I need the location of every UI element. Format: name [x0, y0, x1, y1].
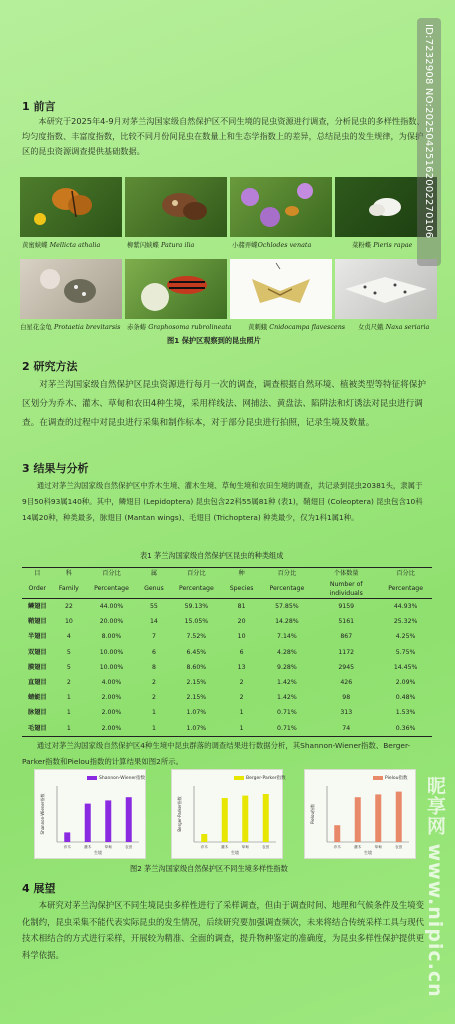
x-axis-label: 生境	[231, 850, 239, 855]
insect-photo-grid-row2	[20, 259, 435, 377]
section-2-text: 对茅兰沟国家级自然保护区昆虫资源进行每月一次的调查，调查根据自然环境、植被类型等特征将保护区划分为乔木、灌木、草甸和农田4种生境，采用样线法、网捕法、黄盘法、陷阱法和灯诱法对昆虫进行调查。在调查的过程中对昆虫进行采集和制作标本，对于部分昆虫进行拍照，记录生境及数量。	[22, 380, 426, 428]
table-cell: 2.00%	[85, 721, 138, 737]
x-tick-label: 农田	[262, 845, 270, 849]
caption-ochlodes: 小赭弄蝶Ochlodes venata	[232, 241, 312, 249]
table-cell: 1	[138, 721, 170, 737]
figure-2-title: 图2 茅兰沟国家级自然保护区不同生境多样性指数	[130, 864, 288, 873]
table-cell: 2	[66, 679, 71, 687]
chart-bar	[334, 825, 340, 842]
photo-cnidocampa-flavescens	[230, 259, 332, 319]
photo-protaetia-brevitarsis	[20, 259, 122, 319]
th-cn: 种	[223, 568, 261, 581]
chart-bar	[396, 792, 402, 842]
table-cell: 7.52%	[186, 633, 207, 641]
table-cell: 10.00%	[99, 648, 124, 656]
x-tick-label: 灌木	[221, 845, 229, 849]
x-tick-label: 农田	[395, 845, 403, 849]
table-cell: 25.32%	[393, 618, 418, 626]
table-cell: 1172	[338, 648, 355, 656]
chart-shannon-wiener	[34, 769, 146, 859]
table-row	[22, 675, 432, 690]
table-cell: 8.00%	[101, 633, 122, 641]
section-1-text: 本研究于2025年4-9月对茅兰沟国家级自然保护区不同生境的昆虫资源进行调查，分析昆虫的多样性指数、均匀度指数、丰富度指数，比较不同月份间昆虫在数量上和生态学指数上的差异，总结昆虫的发生规律，为保护区的昆虫资源调查提供基础数据。	[22, 116, 425, 156]
table-cell: 7	[151, 633, 156, 641]
table-cell: 81	[237, 603, 246, 610]
th-cn: 百分比	[85, 568, 138, 581]
section-4-text: 本研究对茅兰沟保护区不同生境昆虫多样性进行了采样调查，但由于调查时间、地理和气候条件及生境变化制约，昆虫采集不能代表实际昆虫的发生情况，后续研究要加强调查频次，未来将结合传统采样工具与现代技术相结合的方式进行采样，开展较为精准、全面的调查，提升物种鉴定的准确度，为昆虫多样性保护提供更科学依据。	[22, 900, 425, 960]
table-cell: 10	[237, 633, 246, 641]
chart-pielou	[304, 769, 416, 859]
table-cell: 98	[342, 694, 351, 702]
th-en: Genus	[138, 580, 170, 599]
section-1-title: 1 前言	[22, 100, 56, 113]
chart-svg	[172, 770, 282, 858]
table-cell: 1.42%	[277, 694, 297, 702]
chart-bar	[375, 794, 381, 842]
th-en: Order	[22, 580, 53, 599]
caption-naxa: 女贞尺蛾 Naxa seriaria	[358, 323, 430, 331]
th-cn: 目	[22, 568, 53, 581]
table-cell: 1.07%	[186, 709, 207, 717]
th-en: Percentage	[379, 580, 432, 599]
y-axis-label: Berger-Parker指数	[177, 796, 182, 832]
caption-mellicta: 黄蜜蛱蝶 Mellicta athalia	[22, 241, 101, 249]
table-row	[22, 645, 432, 660]
table-cell: 1	[66, 709, 71, 717]
table-cell: 1.42%	[277, 679, 297, 687]
table-cell: 44.93%	[393, 603, 418, 610]
table-row-label: 双翅目	[28, 648, 47, 656]
legend-label: Berger-Parker指数	[246, 776, 286, 781]
table-cell: 2945	[338, 663, 355, 671]
table-cell: 59.13%	[184, 603, 209, 610]
table-cell: 4.00%	[101, 679, 122, 687]
table-row	[22, 629, 432, 644]
caption-pieris: 菜粉蝶 Pieris rapae	[352, 241, 413, 249]
x-axis-label: 生境	[364, 850, 372, 855]
table-row	[22, 660, 432, 675]
th-en: Number of individuals	[313, 580, 379, 599]
th-cn: 百分比	[261, 568, 314, 581]
chart-bar	[64, 832, 70, 842]
x-tick-label: 乔木	[200, 845, 208, 849]
table-cell: 2	[151, 694, 156, 702]
table-row-label: 鞘翅目	[28, 618, 47, 626]
table-cell: 10.00%	[99, 663, 124, 671]
th-en: Percentage	[261, 580, 314, 599]
table-row-label: 蜻蜓目	[28, 694, 47, 702]
figure-1-title: 图1 保护区观察到的昆虫照片	[167, 336, 261, 345]
th-en: Family	[53, 580, 85, 599]
caption-graphosoma: 赤条蝽 Graphosoma rubrolineata	[127, 323, 232, 331]
th-cn: 百分比	[170, 568, 223, 581]
table-cell: 44.00%	[99, 603, 124, 610]
table-row-label: 毛翅目	[22, 721, 53, 737]
table-1-title: 表1 茅兰沟国家级自然保护区昆虫的种类组成	[140, 551, 284, 560]
th-cn: 个体数量	[313, 568, 379, 581]
table-cell: 2.15%	[186, 679, 207, 687]
table-cell: 6.45%	[186, 648, 207, 656]
table-header-cn	[22, 568, 432, 581]
th-cn: 百分比	[379, 568, 432, 581]
table-cell: 1	[239, 709, 244, 717]
table-cell: 4	[66, 633, 71, 641]
table-row	[22, 599, 432, 615]
chart-bar	[263, 794, 269, 842]
x-tick-label: 乔木	[63, 845, 71, 849]
chart-bar	[355, 797, 361, 842]
id-watermark-text: ID:7232908 NO:20250425162002270106	[423, 24, 434, 239]
x-tick-label: 灌木	[84, 845, 92, 849]
table-cell: 5.75%	[395, 648, 416, 656]
table-cell: 2.00%	[101, 709, 122, 717]
table-header-en	[22, 580, 432, 599]
table-row-label: 膜翅目	[28, 663, 47, 671]
x-tick-label: 灌木	[354, 845, 362, 849]
section-3-text: 通过对茅兰沟国家级自然保护区中乔木生境、灌木生境、草甸生境和农田生境的调查，共记录到昆虫20381头，隶属于9目50科93属140种。其中，鳞翅目 (Lepidoptera) 昆虫包含22科55属81种 (表1)，鞘翅目 (Coleoptera) 昆虫包含10科14属20种，种类最多，脉翅目 (Mantan wings)、毛翅目 (Trichoptera) 种类最少，仅为1科1属1种。	[22, 481, 423, 522]
table-cell: 5161	[338, 618, 355, 626]
x-axis-label: 生境	[94, 850, 102, 855]
photo-patura-ilia	[125, 177, 227, 237]
chart-bar	[105, 800, 111, 842]
x-tick-label: 草甸	[374, 845, 382, 849]
chart-bar	[201, 834, 207, 842]
table-cell: 1.53%	[395, 709, 416, 717]
x-tick-label: 草甸	[241, 845, 249, 849]
table-cell: 15.05%	[184, 618, 209, 626]
table-cell: 5	[66, 648, 71, 656]
table-cell: 6	[151, 648, 156, 656]
section-3-title: 3 结果与分析	[22, 462, 89, 475]
x-tick-label: 草甸	[104, 845, 112, 849]
table-cell: 1	[66, 694, 71, 702]
table-cell: 4.28%	[277, 648, 297, 656]
table-cell: 55	[149, 603, 158, 610]
table-cell: 20.00%	[99, 618, 124, 626]
table-cell: 2.15%	[186, 694, 207, 702]
table-cell: 1	[53, 721, 85, 737]
section-2-title: 2 研究方法	[22, 360, 78, 373]
table-cell: 2	[239, 679, 244, 687]
y-axis-label: Shannon-Wiener指数	[40, 793, 45, 835]
table-cell: 2	[151, 679, 156, 687]
table-row-label: 鳞翅目	[28, 603, 47, 610]
table-cell: 7.14%	[277, 633, 297, 641]
th-cn: 属	[138, 568, 170, 581]
x-tick-label: 乔木	[333, 845, 341, 849]
caption-cnidocampa: 黄刺蛾 Cnidocampa flavescens	[248, 323, 346, 331]
table-cell: 2.00%	[101, 694, 122, 702]
table-cell: 426	[340, 679, 353, 687]
table-cell: 74	[313, 721, 379, 737]
table-cell: 14	[149, 618, 158, 626]
chart-berger-parker	[171, 769, 286, 859]
table-cell: 22	[64, 603, 73, 610]
caption-protaetia: 白星花金龟 Protaetia brevitarsis	[20, 323, 121, 331]
table-cell: 313	[340, 709, 353, 717]
photo-naxa-seriaria	[335, 259, 437, 319]
table-cell: 20	[237, 618, 246, 626]
table-cell: 14.45%	[393, 663, 418, 671]
table-cell: 14.28%	[275, 618, 299, 626]
chart-bar	[126, 797, 132, 842]
table-cell: 8	[151, 663, 156, 671]
table-cell: 4.25%	[395, 633, 416, 641]
table-cell: 5	[66, 663, 71, 671]
table-row	[22, 690, 432, 705]
table-cell: 57.85%	[275, 603, 299, 610]
table-cell: 0.48%	[395, 694, 416, 702]
table-body	[22, 599, 432, 737]
table-row	[22, 705, 432, 720]
table-cell: 1	[223, 721, 261, 737]
legend-label: Shannon-Wiener指数	[99, 776, 146, 781]
table-cell: 13	[237, 663, 246, 671]
x-tick-label: 农田	[125, 845, 133, 849]
table-row-label: 直翅目	[28, 679, 47, 687]
photo-ochlodes-venata	[230, 177, 332, 237]
photo-mellicta-athalia	[20, 177, 122, 237]
photo-graphosoma-rubrolineata	[125, 259, 227, 319]
table-cell: 0.71%	[261, 721, 314, 737]
chart-bar	[242, 796, 248, 842]
chart-svg	[35, 770, 145, 858]
table-row	[22, 721, 432, 737]
section-4-title: 4 展望	[22, 882, 56, 895]
species-composition-table	[22, 567, 432, 737]
th-en: Percentage	[85, 580, 138, 599]
table-cell: 9159	[338, 603, 355, 610]
table-cell: 8.60%	[186, 663, 207, 671]
site-watermark: 昵享网 www.nipic.cn	[424, 776, 446, 998]
table-row-label: 脉翅目	[28, 709, 47, 717]
id-watermark	[417, 18, 441, 266]
table-cell: 1.07%	[170, 721, 223, 737]
table-cell: 0.71%	[277, 709, 297, 717]
y-axis-label: Pielou指数	[310, 804, 315, 824]
legend-label: Pielou指数	[385, 776, 408, 781]
table-cell: 1	[151, 709, 156, 717]
table-cell: 6	[239, 648, 244, 656]
table-cell: 10	[64, 618, 73, 626]
table-row-label: 半翅目	[28, 633, 47, 641]
th-cn: 科	[53, 568, 85, 581]
chart-bar	[85, 804, 91, 842]
table-cell: 2	[239, 694, 244, 702]
table-cell: 0.36%	[379, 721, 432, 737]
th-en: Species	[223, 580, 261, 599]
section-3-text-2: 通过对茅兰沟国家级自然保护区4种生境中昆虫群落的调查结果进行数据分析，其Shannon-Wiener指数、Berger-Parker指数和Pielou指数的计算结果如图2所示。	[22, 741, 411, 766]
chart-bar	[222, 798, 228, 842]
table-cell: 867	[340, 633, 353, 641]
caption-patura: 柳紫闪蛱蝶 Patura ilia	[127, 241, 195, 249]
table-cell: 2.09%	[395, 679, 416, 687]
table-cell: 9.28%	[277, 663, 297, 671]
th-en: Percentage	[170, 580, 223, 599]
table-row	[22, 614, 432, 629]
chart-svg	[305, 770, 415, 858]
